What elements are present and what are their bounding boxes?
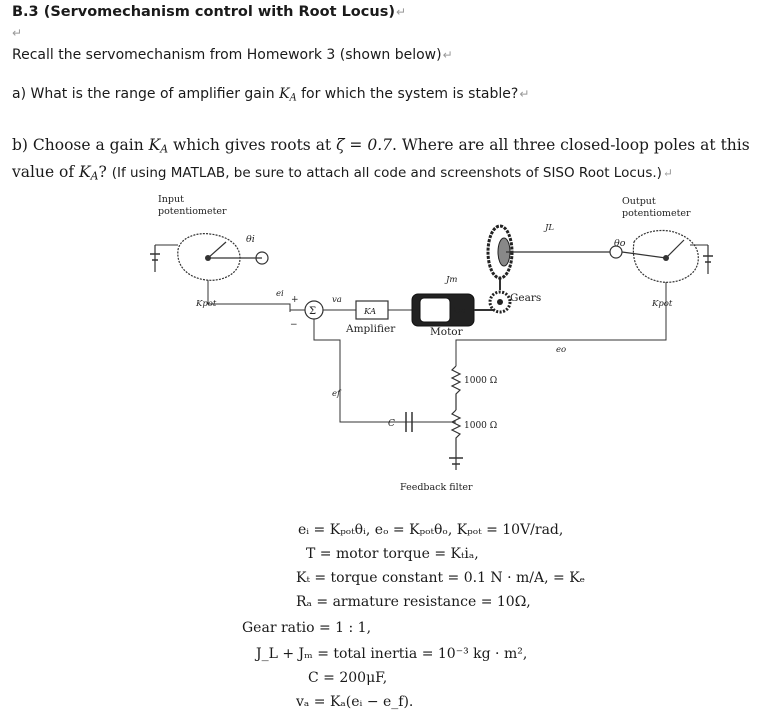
problem-heading (12, 4, 406, 20)
amplifier-label: Amplifier (346, 323, 396, 335)
minus-sign: − (290, 320, 298, 330)
empty-line-marker: ↵ (12, 26, 23, 40)
eo-label: eo (556, 345, 567, 355)
question-a-prefix: a) What is the range of amplifier gain (12, 86, 280, 102)
question-a (12, 86, 529, 103)
gain-symbol: $K_A$ (148, 136, 169, 156)
pilcrow-icon: ↵ (442, 48, 453, 62)
gears (488, 226, 610, 312)
equation-4: Rₐ = armature resistance = 10Ω, (296, 594, 531, 610)
feedback-filter (406, 366, 463, 470)
pilcrow-icon: ↵ (662, 165, 673, 180)
output-pot-label-2: potentiometer (622, 208, 691, 219)
question-b (12, 134, 777, 187)
zeta-value: ζ = 0.7 (336, 136, 392, 154)
feedback-filter-label: Feedback filter (400, 482, 473, 493)
jm-label: Jm (446, 275, 458, 285)
resistor-2-label: 1000 Ω (464, 421, 498, 431)
question-b-text3: . Where are all three closed-loop poles at this value of (12, 136, 750, 181)
question-a-suffix: for which the system is stable? (296, 86, 519, 102)
matlab-note: (If using MATLAB, be sure to attach all code and screenshots of SISO Root Locus.) (111, 164, 662, 181)
va-label: va (332, 295, 342, 305)
equation-2: T = motor torque = Kₜiₐ, (306, 546, 479, 562)
gain-symbol: $K_A$ (279, 86, 297, 104)
sigma-symbol: Σ (309, 306, 317, 317)
gears-label: Gears (510, 292, 542, 304)
theta-i-label: θi (246, 234, 255, 245)
equation-3: Kₜ = torque constant = 0.1 N · m/A, = Kₑ (296, 570, 586, 586)
kpot-left-label: Kpot (196, 299, 217, 309)
kpot-right-label: Kpot (652, 299, 673, 309)
ef-label: ef (332, 389, 341, 399)
pilcrow-icon: ↵ (395, 5, 407, 19)
input-pot-label-2: potentiometer (158, 206, 227, 217)
output-pot-label-1: Output (622, 196, 656, 207)
input-pot-label-1: Input (158, 194, 184, 205)
motor-label: Motor (430, 326, 463, 338)
gain-symbol: $K_A$ (79, 162, 99, 183)
heading-text: B.3 (Servomechanism control with Root Locus) (12, 4, 395, 20)
capacitor-label: C (388, 419, 395, 429)
ei-label: ei (276, 289, 284, 299)
equation-7: C = 200μF, (308, 670, 388, 686)
plus-sign: + (291, 295, 299, 305)
theta-o-label: θo (614, 238, 626, 249)
question-b-text1: b) Choose a gain (12, 136, 149, 154)
equation-5: Gear ratio = 1 : 1, (242, 620, 372, 636)
resistor-1-label: 1000 Ω (464, 376, 498, 386)
km-label: km (453, 306, 466, 315)
question-b-text4: ? (98, 162, 112, 181)
equation-6: J_L + Jₘ = total inertia = 10⁻³ kg · m², (256, 646, 528, 662)
servomechanism-diagram (0, 190, 783, 505)
equation-8: vₐ = Kₐ(eᵢ − e_f). (296, 694, 414, 710)
equation-1: eᵢ = Kₚₒₜθᵢ, eₒ = Kₚₒₜθₒ, Kₚₒₜ = 10V/rad, (298, 522, 564, 538)
jl-label: JL (545, 223, 555, 233)
question-b-text2: which gives roots at (168, 136, 337, 154)
ka-label: KA (364, 307, 377, 317)
pilcrow-icon: ↵ (519, 87, 530, 101)
recall-line (12, 47, 453, 63)
recall-text: Recall the servomechanism from Homework 3 (shown below) (12, 47, 442, 63)
